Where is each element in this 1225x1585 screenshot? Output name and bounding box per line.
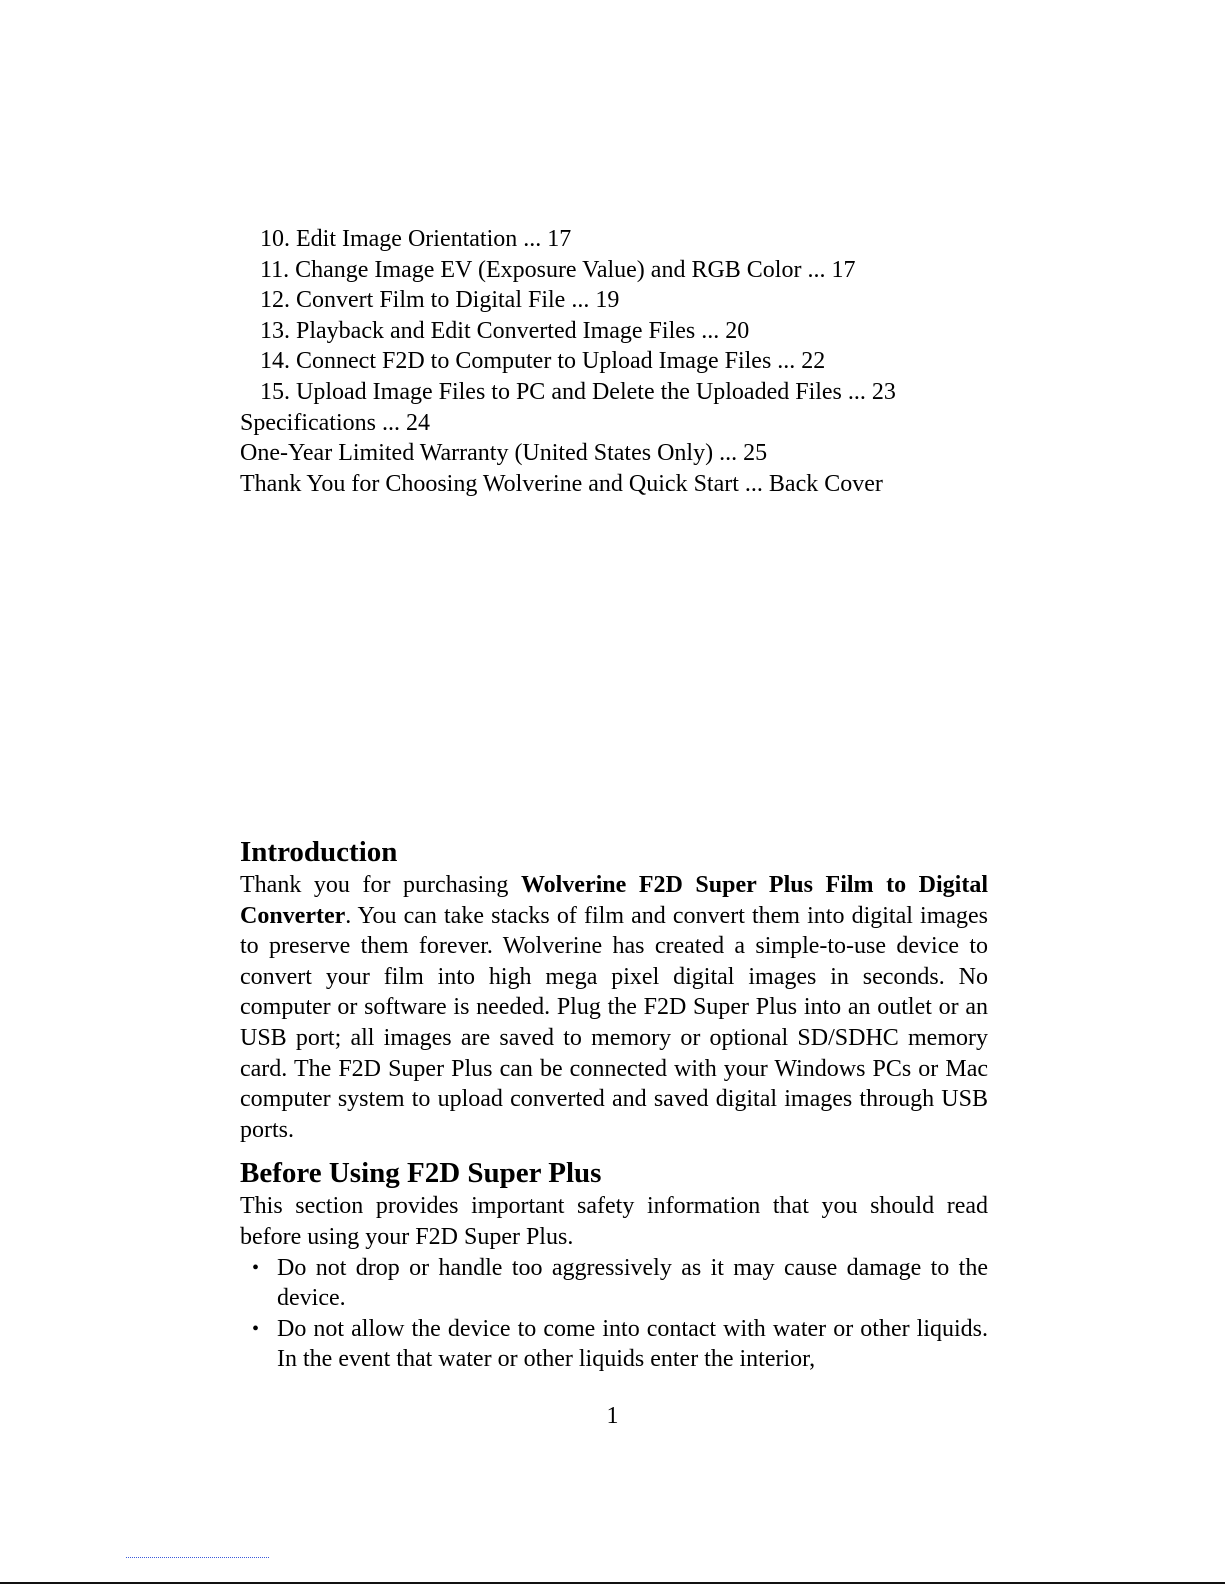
page-bottom-divider	[0, 1582, 1225, 1584]
safety-list	[240, 1253, 988, 1375]
toc-entry: Specifications ... 24	[240, 409, 430, 436]
page-number: 1	[606, 1403, 619, 1429]
list-item-text: Do not allow the device to come into contact with water or other liquids. In the event that water or other liquids enter the interior,	[277, 1315, 988, 1373]
main-content	[240, 834, 988, 1375]
toc-entry: 10. Edit Image Orientation ... 17	[260, 226, 572, 252]
toc-entry: 12. Convert Film to Digital File ... 19	[260, 287, 620, 314]
toc-entry: One-Year Limited Warranty (United States Only) ... 25	[240, 440, 768, 467]
table-of-contents	[240, 224, 1000, 499]
footnote-divider	[126, 1557, 269, 1558]
list-item	[240, 1314, 988, 1375]
toc-entry: 14. Connect F2D to Computer to Upload Image Files ... 22	[260, 348, 826, 375]
intro-text-before: Thank you for purchasing	[240, 872, 521, 898]
introduction-paragraph	[240, 870, 988, 1145]
toc-entry: 13. Playback and Edit Converted Image Files ... 20	[260, 317, 750, 344]
toc-entry: 15. Upload Image Files to PC and Delete the Uploaded Files ... 23	[260, 378, 896, 405]
bullet-icon: •	[252, 1256, 260, 1279]
list-item-text: Do not drop or handle too aggressively as it may cause damage to the device.	[277, 1254, 988, 1312]
introduction-heading: Introduction	[240, 836, 398, 868]
toc-entry: 11. Change Image EV (Exposure Value) and RGB Color ... 17	[260, 256, 856, 283]
intro-text-after: . You can take stacks of film and convert them into digital images to preserve them forever. Wolverine has created a simple-to-use device to convert your film into high mega pixel digital images in seconds. No computer or software is needed. Plug the F2D Super Plus into an outlet or an USB port; all images are saved to memory or optional SD/SDHC memory card. The F2D Super Plus can be connected with your Windows PCs or Mac computer system to upload converted and saved digital images through USB ports.	[240, 902, 988, 1143]
bullet-icon: •	[252, 1317, 260, 1340]
list-item	[240, 1253, 988, 1314]
toc-entry: Thank You for Choosing Wolverine and Quick Start ... Back Cover	[240, 470, 883, 497]
before-using-heading: Before Using F2D Super Plus	[240, 1157, 602, 1190]
product-name: Wolverine F2D Super Plus Film to Digital Converter	[240, 872, 989, 929]
before-using-intro: This section provides important safety information that you should read before using your F2D Super Plus.	[240, 1193, 988, 1250]
